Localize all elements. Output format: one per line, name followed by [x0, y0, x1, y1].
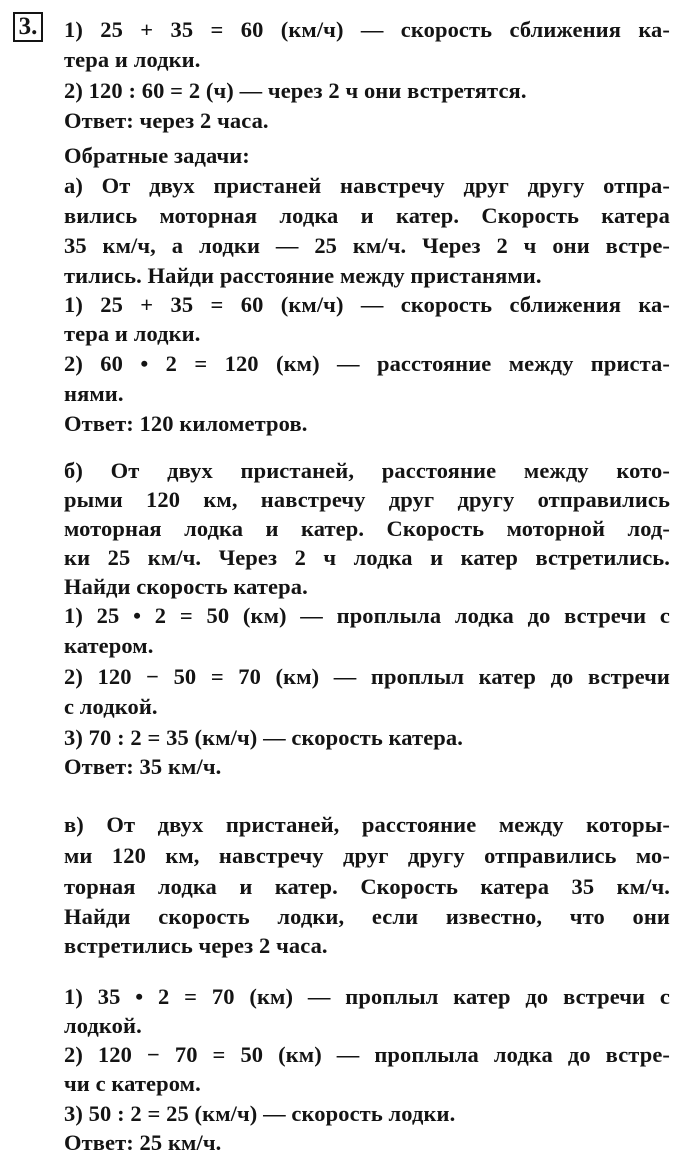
text-line: катером. — [64, 633, 154, 658]
text-line: с лодкой. — [64, 694, 158, 719]
text-line: тились. Найди расстояние между пристанями. — [64, 263, 542, 288]
text-line: 2) 120 : 60 = 2 (ч) — через 2 ч они встретятся. — [64, 78, 527, 103]
text-line: 1) 35 • 2 = 70 (км) — проплыл катер до встречи с — [64, 984, 670, 1009]
answer-line: Ответ: 120 километров. — [64, 411, 308, 436]
text-line: 1) 25 + 35 = 60 (км/ч) — скорость сближения ка- — [64, 17, 670, 42]
text-line: б) От двух пристаней, расстояние между кото- — [64, 458, 670, 483]
text-line: 1) 25 • 2 = 50 (км) — проплыла лодка до встречи с — [64, 603, 670, 628]
text-line: вились моторная лодка и катер. Скорость катера — [64, 203, 670, 228]
answer-line: Ответ: 35 км/ч. — [64, 754, 222, 779]
answer-line: Ответ: 25 км/ч. — [64, 1130, 222, 1155]
answer-line: Ответ: через 2 часа. — [64, 108, 269, 133]
text-line: 2) 60 • 2 = 120 (км) — расстояние между приста- — [64, 351, 670, 376]
text-line: 3) 70 : 2 = 35 (км/ч) — скорость катера. — [64, 725, 463, 750]
text-line: 3) 50 : 2 = 25 (км/ч) — скорость лодки. — [64, 1101, 456, 1126]
section-heading: Обратные задачи: — [64, 143, 250, 168]
text-line: чи с катером. — [64, 1071, 201, 1096]
text-line: Найди скорость лодки, если известно, что они — [64, 904, 670, 929]
text-line: рыми 120 км, навстречу друг другу отправились — [64, 487, 670, 512]
task-number-box: 3. — [13, 12, 43, 42]
text-line: лодкой. — [64, 1013, 142, 1038]
text-line: ми 120 км, навстречу друг другу отправились мо- — [64, 843, 670, 868]
text-line: Найди скорость катера. — [64, 574, 308, 599]
text-line: 1) 25 + 35 = 60 (км/ч) — скорость сближения ка- — [64, 292, 670, 317]
text-line: ки 25 км/ч. Через 2 ч лодка и катер встретились. — [64, 545, 670, 570]
text-line: тера и лодки. — [64, 321, 201, 346]
text-line: моторная лодка и катер. Скорость моторной лод- — [64, 516, 670, 541]
text-line: нями. — [64, 381, 124, 406]
text-line: 2) 120 − 50 = 70 (км) — проплыл катер до встречи — [64, 664, 670, 689]
text-line: 2) 120 − 70 = 50 (км) — проплыла лодка до встре- — [64, 1042, 670, 1067]
text-line: а) От двух пристаней навстречу друг другу отпра- — [64, 173, 670, 198]
text-line: встретились через 2 часа. — [64, 933, 328, 958]
text-line: тера и лодки. — [64, 47, 201, 72]
text-line: 35 км/ч, а лодки — 25 км/ч. Через 2 ч они встре- — [64, 233, 670, 258]
text-line: в) От двух пристаней, расстояние между которы- — [64, 812, 670, 837]
text-line: торная лодка и катер. Скорость катера 35 км/ч. — [64, 874, 670, 899]
